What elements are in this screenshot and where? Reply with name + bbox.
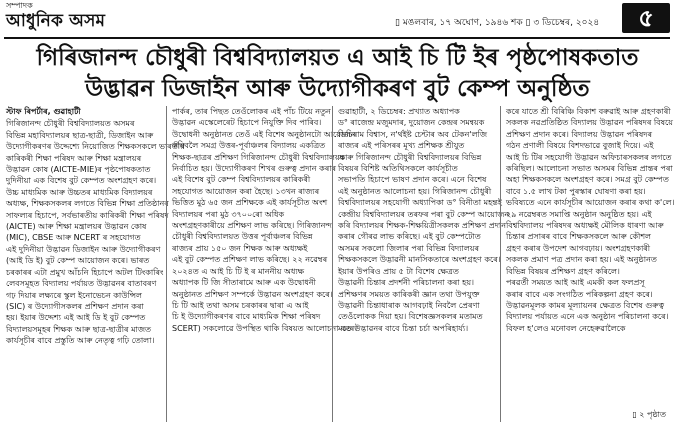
- article-text-line: ড° ৰাজেন্দ্ৰ মজুমদাৰ, দুয়োজন কেন্দ্ৰৰ সমন্বয়ক: [338, 118, 485, 128]
- article-text-line: SCERT) সকলোৱে উপস্থিত থাকি বিষয়ত আলোচনা কৰে।: [172, 323, 358, 333]
- article-text-line: শিক্ষকসকলে উদ্ভাৱনী মানসিকতাৰে অংশগ্ৰহণ কৰে।: [338, 255, 501, 265]
- article-column-2: [172, 106, 358, 422]
- article-text-line: কৰাৰ বাবে এক সংগঠিত পৰিকল্পনা গ্ৰহণ কৰে।: [506, 289, 653, 299]
- article-text-line: উদ্ভাৱনমূলক কামৰ মূল্যায়নৰ ক্ষেত্ৰত বিশেষ গুৰুত্ব: [506, 300, 665, 310]
- article-text-line: ৰাজ্যৰ এই পৰিসৰৰ মূখ্য প্ৰশিক্ষক শ্ৰীযুত: [338, 141, 465, 151]
- article-text-line: (AICTE) আৰু শিক্ষা মন্ত্ৰালয়ৰ উদ্ভাৱন কোষ: [6, 222, 147, 232]
- article-text-line: বিশ্ববিদ্যালয় পৰিষদৰ অধ্যক্ষই মৌলিক ধাৰণা আৰু: [506, 221, 664, 231]
- article-text-line: সহযোগত আয়োজন কৰা হৈছে। ১৩খন ৰাজ্যৰ: [172, 186, 320, 196]
- article-text-line: পৰৱৰ্তী সময়ত আই আই এমকী কল ফলপ্ৰসূ: [506, 278, 645, 288]
- article-text-line: কৰিছিল। আলোচনা সভাত অসমৰ বিভিন্ন প্ৰান্তৰ পৰা: [506, 164, 673, 174]
- article-text-line: সকলক নৱপ্ৰতিষ্ঠিত বিদ্যালয় উদ্ভাৱন পৰিষদৰ বিষয়ে: [506, 118, 673, 128]
- article-text-line: নিৰ্বাচিত হয়। উদ্যোগীকৰণ শিখৰ গুৰুত্ব প্ৰদান কৰাৰ: [172, 164, 337, 174]
- article-text-line: চি ই উদ্যোগীকৰণৰ বাবে মাধ্যমিক শিক্ষা পৰিষদ: [172, 312, 321, 322]
- masthead: [0, 0, 675, 34]
- article-text-line: আৰু গিৰিজানন্দ চৌধুৰী বিশ্ববিদ্যালয়ৰ বিভিন্ন: [338, 152, 482, 162]
- article-text-line: উদ্বোধনী অনুষ্ঠানত তেওঁ এই বিশেষ অনুষ্ঠানটো আয়োজন: [172, 129, 356, 139]
- article-text-line: চিন্তাৰ প্ৰসাৰৰ বাবে শিক্ষকসকলে আৰু কৌশল: [506, 232, 652, 242]
- article-text-line: উদ্যোগীকৰণৰ উদ্দেশ্যে নিয়োজিত শিক্ষকসকলে ভাৰতীয়: [6, 142, 185, 152]
- article-text-line: বিভিন্ন মহাবিদ্যালয়ৰ ছাত্ৰ-ছাত্ৰী, ডিজাইন আৰু: [6, 130, 154, 140]
- article-text-line: এই বুট কেম্পত প্ৰশিক্ষণ লাভ কৰিছে। ২২ নৱেম্বৰ: [172, 255, 328, 265]
- headline-line-1: গিৰিজানন্দ চৌধুৰী বিশ্ববিদ্যালয়ত এ আই চি টি ইৰ পৃষ্ঠপোষকতাত: [36, 45, 639, 71]
- article-column-3: [338, 106, 510, 422]
- article-text-line: ভিত্তিত মুঠ ৬৫ জন প্ৰশিক্ষকে এই কাৰ্যসূচীত অংশ: [172, 198, 328, 208]
- article-text-line: দুদিনীয়া এক বিশেষ বুট কেম্পত অংশগ্ৰহণ কৰে।: [6, 176, 157, 186]
- article-text-line: বিভিন্ন বিষয়ৰ প্ৰশিক্ষণ গ্ৰহণ কৰিলে।: [506, 266, 620, 276]
- column-divider: [166, 106, 167, 422]
- article-text-line: কৰে যাতে শ্ৰী বিৰিঞ্চি বিকাশ বৰুৱাই আৰু গ্ৰহণকাৰী: [506, 107, 671, 116]
- page-number-badge: ৫: [622, 3, 670, 33]
- article-text-line: বিফল হ'লেও মনোবল নেহেৰুৱালৈকে: [506, 323, 626, 333]
- masthead-tagline: সম্পাদক: [6, 1, 33, 10]
- article-text-line: অধ্যাপক টি জি সীতাৰামে আৰু এক উদ্বোধনী: [172, 278, 316, 288]
- article-text-line: বিশ্ববিদ্যালয়ৰ সহযোগী অধ্যাপিকা ড° বিনীতা মহন্তই: [338, 198, 502, 208]
- article-text-line: উদ্ভাৱন কোষ (AICTE-MIE)ৰ পৃষ্ঠপোষকতাত: [6, 165, 151, 175]
- article-body: [6, 106, 675, 422]
- column-divider: [500, 106, 501, 422]
- article-text-line: ইয়াৰ উপৰিও প্ৰায় ৫ টা বিশেষ ক্ষেত্ৰত: [338, 266, 459, 276]
- article-text-line: মতে উদ্ভাৱনৰ বাবে চিন্তা চৰ্চা অপৰিহাৰ্য্য।: [338, 323, 469, 333]
- byline: স্টাফ ৰিপৰ্টাৰ, গুৱাহাটী: [6, 107, 81, 116]
- article-text-line: গুৱাহাটী, ২ ডিচেম্বৰ: প্ৰখ্যাত অধ্যাপক: [338, 107, 460, 116]
- article-text-line: ৰাজ্যৰ প্ৰায় ১৫০ জন শিক্ষক আৰু অধ্যক্ষই: [172, 243, 308, 253]
- article-text-line: সাফল্যৰ হিচাপে, সৰ্বভাৰতীয় কাৰিকৰী শিক্ষা পৰিষদ: [6, 210, 169, 220]
- article-text-line: চৰকাৰৰ এটা প্ৰমুখ আঁচনি হিচাপে অটল টিংকাৰিং: [6, 267, 164, 277]
- article-text-line: (আই ডি ই) বুট কেম্প আয়োজন কৰে। ভাৰত: [6, 256, 150, 266]
- article-text-line: অংশগ্ৰহণকাৰীয়ে প্ৰশিক্ষণ লাভ কৰিছে। গিৰিজানন্দ: [172, 221, 332, 231]
- article-text-line: বাবে ১.৫ লাখ টকা পুৰস্কাৰ ঘোষণা কৰা হয়।: [506, 186, 646, 196]
- article-text-line: পাৰ্কৰ, তাৰ পিছত তেওঁলোকৰ এই পাঁচ টিয়ে নতুন: [172, 107, 331, 116]
- article-text-line: ডিচিৰাম বিশ্বাস, ন'ৰ্থইষ্ট চেন্টাৰ অব টেকন'লজি: [338, 129, 487, 139]
- article-text-line: অধ্যক্ষ, শিক্ষকসকলৰ লগতে বিভিন্ন শিক্ষা প্ৰতিষ্ঠানৰ: [6, 199, 169, 209]
- article-text-line: অসমৰ সকলো জিলাৰ পৰা বিভিন্ন বিদ্যালয়ৰ: [338, 243, 480, 253]
- article-column-1: [6, 106, 185, 422]
- article-text-line: শিক্ষক-ছাত্ৰৰ প্ৰশিক্ষণ গিৰিজানন্দ চৌধুৰী বিশ্ববিদ্যালয়ক: [172, 152, 346, 162]
- article-text-line: গঠন প্ৰণালী বিষয়ে বিশদভাৱে বুজাই দিয়ে। এই: [506, 141, 654, 151]
- article-text-line: বিদ্যালয় পৰ্যায়ত এনে এক অনুষ্ঠান পৰিচালনা কৰে।: [506, 312, 669, 322]
- article-text-line: অহা শিক্ষকসকলে অংশগ্ৰহণ কৰে। সমগ্ৰ বুট কেম্পত: [506, 175, 669, 185]
- article-text-line: হয়। ইয়াৰ উদ্দেশ্য এই আই ডি ই বুট কেম্পত: [6, 313, 146, 323]
- article-text-line: অনুষ্ঠানত প্ৰশিক্ষণ সম্পৰ্কে উদ্ভাৱন অংশগ্ৰহণ কৰে।: [172, 289, 333, 299]
- article-text-line: কৰাৰ গৌৰৱ লাভ কৰিছে। এই বুট কেম্পটোত: [338, 232, 481, 242]
- article-text-line: প্ৰশিক্ষণ প্ৰদান কৰে। বিদ্যালয় উদ্ভাৱন পৰিষদৰ: [506, 129, 652, 139]
- article-text-line: তেওঁলোকক দিয়া হয়। বিশেষজ্ঞসকলৰ মতামত: [338, 312, 483, 322]
- masthead-rule: [4, 37, 670, 39]
- article-text-line: সকলক প্ৰমাণ পত্ৰ প্ৰদান কৰা হয়। এই অনুষ্ঠানত: [506, 255, 657, 265]
- article-text-line: উদ্ভাৱন এস্কেলেৰেট হিচাপে নিযুক্তি দিব পাৰিব।: [172, 118, 322, 128]
- article-text-line: বিদ্যালয়ৰ পৰা মুঠ ৩৭০০ৰো অধিক: [172, 209, 285, 219]
- article-column-4: [506, 106, 675, 422]
- article-text-line: আই চি টিৰ সহযোগী উদ্ভাৱন অফিচাৰসকলৰ লগতে: [506, 152, 672, 162]
- article-text-line: কৰিবলৈ সমগ্ৰ উত্তৰ-পূৰ্বাঞ্চলৰ বিদ্যালয় একত্ৰিত: [172, 141, 326, 151]
- article-text-line: গিৰিজানন্দ চৌধুৰী বিশ্ববিদ্যালয়ত অসমৰ: [6, 119, 135, 129]
- article-text-line: চি টি আই তথা অসম চৰকাৰৰ দ্বাৰা এ আই: [172, 300, 309, 310]
- article-text-line: কৰি বিদ্যালয়ৰ শিক্ষক-শিক্ষয়িত্ৰীসকলক প্ৰশিক্ষণ প্ৰদান: [338, 221, 507, 231]
- continued-on-page-note: ▯ ২ পৃষ্ঠাত: [628, 409, 666, 422]
- dateline: ▯ মঙলবাৰ, ১৭ অঘোণ, ১৯৪৬ শক ▯ ৩ ডিচেম্বৰ, ২০২৪: [395, 18, 600, 28]
- article-text-line: এই বিশেষ বুট কেম্প বিশ্ববিদ্যালয়ৰ কাৰিকৰী: [172, 175, 311, 185]
- article-text-line: ২০২৪ত এ আই চি টি ই ৰ মাননীয় অধ্যক্ষ: [172, 266, 305, 276]
- article-text-line: উচ্চ মাধ্যমিক আৰু উচ্চতৰ মাধ্যমিক বিদ্যালয়ৰ: [6, 187, 153, 197]
- article-text-line: এই অনুষ্ঠানত আলোচনা হয়। গিৰিজানন্দ চৌধুৰী: [338, 186, 492, 196]
- article-text-line: কাৰ্যসূচীৰ বাবে প্ৰস্তুতি আৰু নেতৃত্ব গঢ়ি তোলা।: [6, 336, 155, 346]
- article-text-line: (SIC) ৰ উদ্যোগীসকলৰ প্ৰশিক্ষণ প্ৰদান কৰা: [6, 301, 144, 311]
- article-text-line: গঢ় দিয়াৰ লক্ষ্যৰে স্কুল ইনোভেচন কাউন্সিল: [6, 290, 142, 300]
- newspaper-name: আধুনিক অসম: [6, 11, 106, 31]
- article-text-line: এই দুদিনীয়া উদ্ভাৱন ডিজাইন আৰু উদ্যোগীকৰণ: [6, 244, 161, 254]
- headline-line-2: উদ্ভাৱন ডিজাইন আৰু উদ্যোগীকৰণ বুট কেম্প অনুষ্ঠিত: [85, 76, 590, 102]
- article-text-line: কাৰিকৰী শিক্ষা পৰিষদ আৰু শিক্ষা মন্ত্ৰালয়ৰ: [6, 153, 142, 163]
- article-text-line: ২৯ নৱেম্বৰত সমাপ্তি অনুষ্ঠান অনুষ্ঠিত হয়। এই: [506, 209, 652, 219]
- article-text-line: বিদ্যালয়সমূহৰ শিক্ষক আৰু ছাত্ৰ-ছাত্ৰীৰ মাজত: [6, 324, 152, 334]
- article-text-line: ভবিষ্যতে এনে কাৰ্যসূচীৰ আয়োজন কৰাৰ কথা ক'লে।: [506, 198, 675, 208]
- article-text-line: লেবসমূহত বিদ্যালয় পৰ্যায়ত উদ্ভাৱনৰ বাতাবৰণ: [6, 279, 157, 289]
- article-text-line: উদ্ভাৱনী চিন্তাৰ প্ৰদৰ্শনী পৰিচালনা কৰা হয়।: [338, 278, 474, 288]
- article-text-line: বিষয়ৰ বিশিষ্ট অতিথিসকলে কাৰ্যসূচীত: [338, 164, 458, 174]
- article-text-line: উদ্ভাৱনী চিন্তাধাৰাক আগবঢ়াই নিবলৈ প্ৰেৰণা: [338, 300, 480, 310]
- article-text-line: কেন্দ্ৰীয় বিশ্ববিদ্যালয়ৰ তৰফৰ পৰা বুট কেম্প আয়োজন: [338, 209, 510, 219]
- column-divider: [332, 106, 333, 422]
- article-text-line: চৌধুৰী বিশ্ববিদ্যালয়ত উত্তৰ পূৰ্বাঞ্চলৰ বিভিন্ন: [172, 232, 313, 242]
- article-text-line: প্ৰশিক্ষণৰ সময়ত কাৰিকৰী জ্ঞান তথা উপযুক্ত: [338, 289, 480, 299]
- article-text-line: গ্ৰহণ কৰাৰ উপদেশ আগবঢ়ায়। অংশগ্ৰহণকাৰী: [506, 243, 651, 253]
- article-text-line: (MIC), CBSE আৰু NCERT ৰ সহযোগত: [6, 233, 141, 243]
- article-text-line: সভাপতি হিচাপে ভাষণ প্ৰদান কৰে। এনে বিশেষ: [338, 175, 487, 185]
